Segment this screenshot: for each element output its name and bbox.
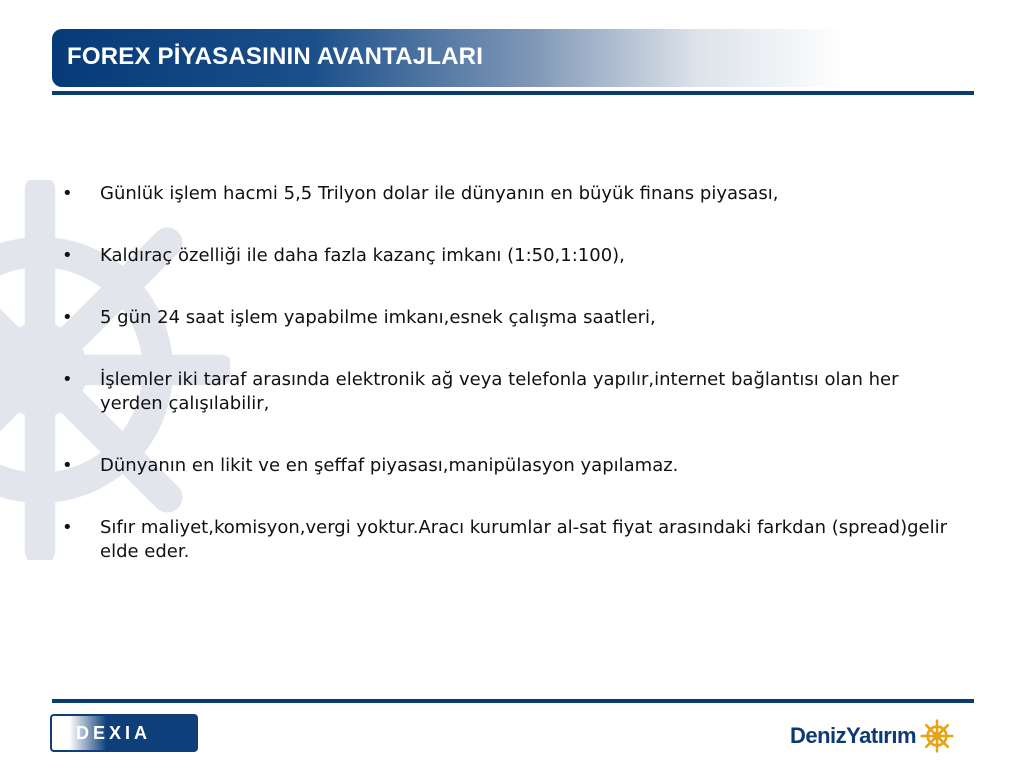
- dexia-logo: [50, 714, 198, 752]
- bullet-marker: •: [62, 307, 73, 328]
- bullet-text: Sıfır maliyet,komisyon,vergi yoktur.Aracı kurumlar al-sat fiyat arasındaki farkdan (spread)gelir elde eder.: [100, 517, 948, 562]
- bullet-marker: •: [62, 183, 73, 204]
- bullet-item: [60, 516, 960, 564]
- bullet-marker: •: [62, 369, 73, 390]
- bullet-item: [60, 244, 960, 268]
- bullet-list: [60, 182, 960, 602]
- bullet-text: Kaldıraç özelliği ile daha fazla kazanç imkanı (1:50,1:100),: [100, 245, 625, 266]
- ship-wheel-icon: [920, 719, 954, 753]
- footer-divider: [52, 699, 974, 703]
- bullet-text: Dünyanın en likit ve en şeffaf piyasası,manipülasyon yapılamaz.: [100, 455, 679, 476]
- bullet-text: Günlük işlem hacmi 5,5 Trilyon dolar ile dünyanın en büyük finans piyasası,: [100, 183, 779, 204]
- bullet-marker: •: [62, 455, 73, 476]
- bullet-marker: •: [62, 517, 73, 538]
- title-bar: [52, 29, 974, 87]
- bullet-item: [60, 182, 960, 206]
- bullet-item: [60, 454, 960, 478]
- bullet-item: [60, 306, 960, 330]
- deniz-yatirim-logo: [790, 718, 954, 754]
- bullet-text: İşlemler iki taraf arasında elektronik ağ veya telefonla yapılır,internet bağlantısı olan her yerden çalışılabilir,: [100, 369, 899, 414]
- bullet-marker: •: [62, 245, 73, 266]
- dexia-logo-text: DEXIA: [76, 723, 152, 743]
- header-divider: [52, 91, 974, 95]
- bullet-item: [60, 368, 960, 416]
- deniz-yatirim-logo-text: DenizYatırım: [790, 723, 917, 748]
- slide-title: FOREX PİYASASININ AVANTAJLARI: [67, 43, 484, 70]
- bullet-text: 5 gün 24 saat işlem yapabilme imkanı,esnek çalışma saatleri,: [100, 307, 656, 328]
